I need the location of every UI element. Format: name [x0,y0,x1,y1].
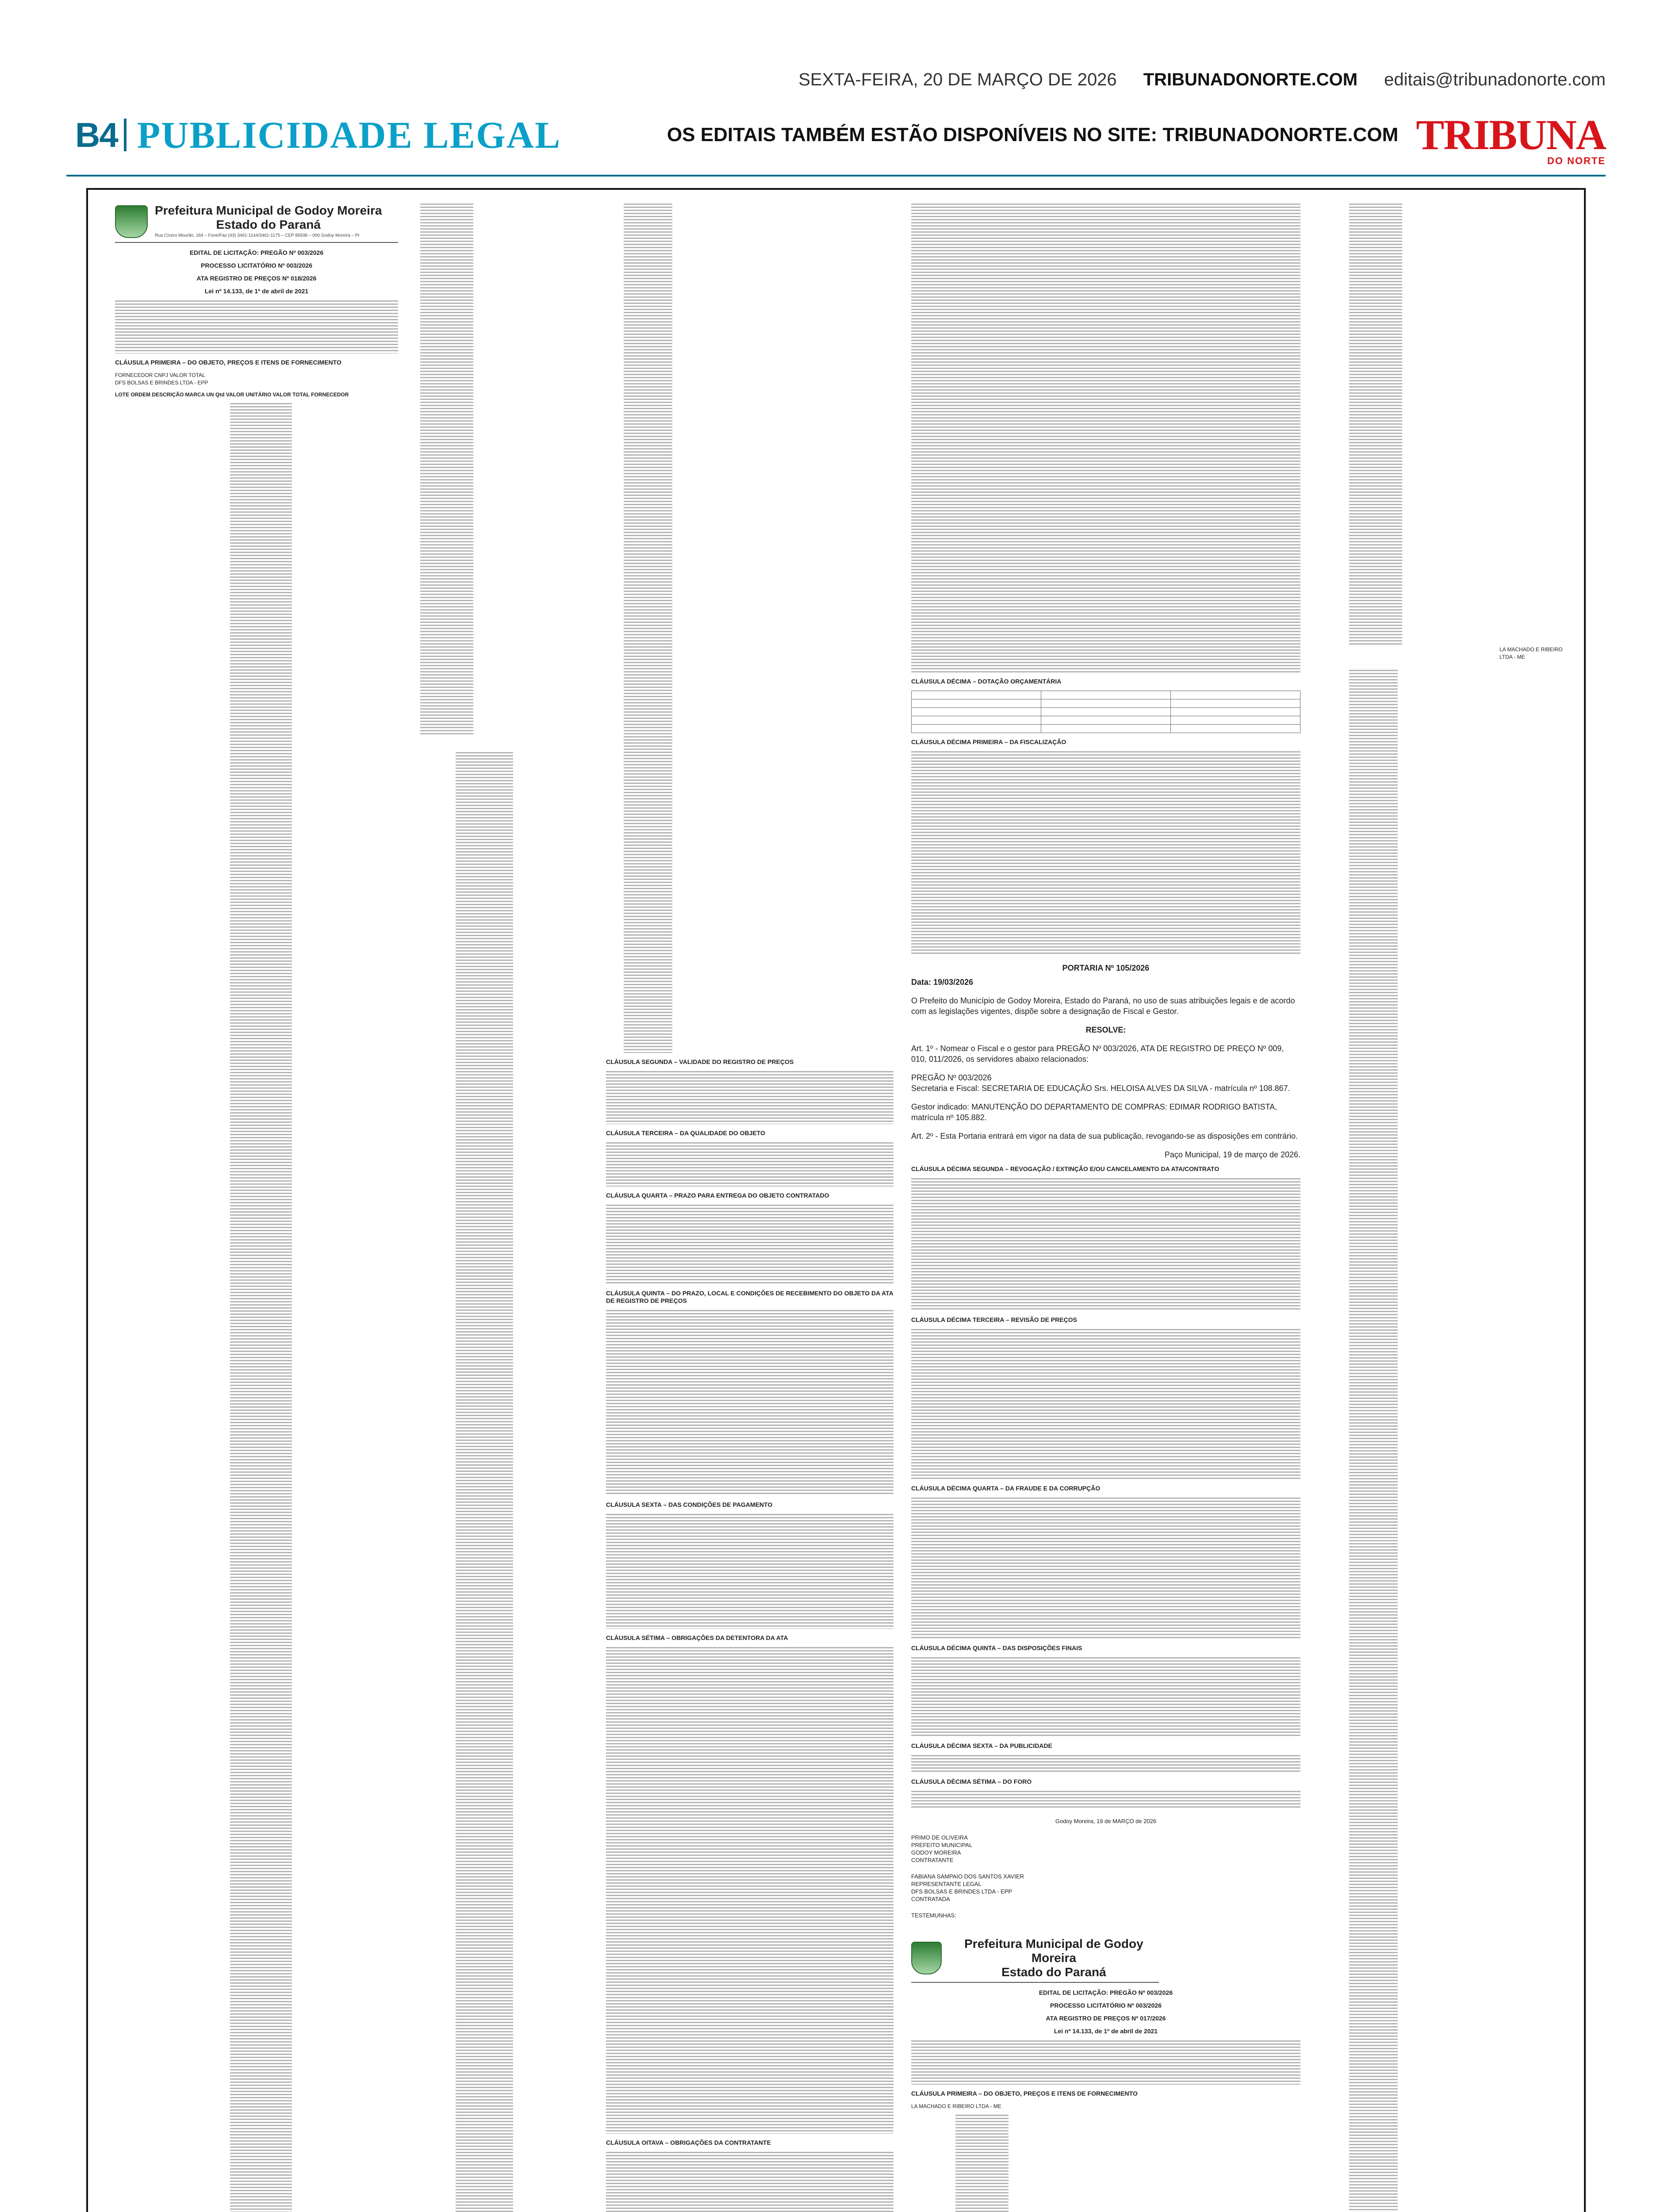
portaria-place: Paço Municipal, 19 de março de 2026. [1164,1150,1300,1159]
clause-12-heading: CLÁUSULA DÉCIMA SEGUNDA – REVOGAÇÃO / EXTINÇÃO E/OU CANCELAMENTO DA ATA/CONTRATO [911,1165,1219,1172]
portaria-resolve: RESOLVE: [1085,1025,1126,1034]
portaria-intro: O Prefeito do Município de Godoy Moreira, Estado do Paraná, no uso de suas atribuições legais e de acordo com as legislações vigentes, dispõe sobre a designação de Fiscal e Gestor. [911,996,1295,1016]
section-title: PUBLICIDADE LEGAL [137,114,561,156]
clause-11-text [911,751,1300,955]
item-text-e [1349,670,1398,2212]
item-text-b [456,752,513,2212]
prefecture-header-2 [911,1937,1159,1983]
clause-7-heading: CLÁUSULA SÉTIMA – OBRIGAÇÕES DA DETENTORA DA ATA [606,1634,788,1641]
column-4 [911,204,1300,2212]
portaria-art2: Art. 2º - Esta Portaria entrará em vigor na data de sua publicação, revogando-se as disposições em contrário. [911,1132,1298,1141]
items-description-text [230,403,292,2212]
lei-line-2: Lei nº 14.133, de 1º de abril de 2021 [1054,2028,1158,2035]
clause-15-heading: CLÁUSULA DÉCIMA QUINTA – DAS DISPOSIÇÕES FINAIS [911,1644,1082,1651]
clause-2-heading: CLÁUSULA SEGUNDA – VALIDADE DO REGISTRO DE PREÇOS [606,1058,794,1065]
supplier-table-head: FORNECEDOR CNPJ VALOR TOTAL [115,372,205,378]
ata-line-2: ATA REGISTRO DE PREÇOS Nº 017/2026 [1046,2015,1166,2022]
item-text-d [1349,204,1402,646]
processo-line-2: PROCESSO LICITATÓRIO Nº 003/2026 [1050,2002,1162,2009]
item-text-a [420,204,473,734]
portaria-gestor: Gestor indicado: MANUTENÇÃO DO DEPARTAMENTO DE COMPRAS: EDIMAR RODRIGO BATISTA, matrícula nº 105.882. [911,1102,1277,1122]
portaria-date: Data: 19/03/2026 [911,978,974,987]
page-header [75,111,1606,166]
clause-16-heading: CLÁUSULA DÉCIMA SEXTA – DA PUBLICIDADE [911,1742,1052,1749]
prefecture-header [115,204,398,243]
ata-line: ATA REGISTRO DE PREÇOS Nº 018/2026 [196,275,317,282]
top-bar [66,66,1606,93]
portaria-block [911,963,1300,1160]
portaria-pregao: PREGÃO Nº 003/2026 [911,1073,992,1082]
clause-4-heading: CLÁUSULA QUARTA – PRAZO PARA ENTREGA DO OBJETO CONTRATADO [606,1192,829,1199]
clause-7-text [606,1647,894,2134]
lei-line: Lei nº 14.133, de 1º de abril de 2021 [204,288,309,295]
clause-1b-heading: CLÁUSULA PRIMEIRA – DO OBJETO, PREÇOS E ITENS DE FORNECIMENTO [911,2090,1138,2097]
page-number: B4 [75,115,118,154]
clause-6-heading: CLÁUSULA SEXTA – DAS CONDIÇÕES DE PAGAMENTO [606,1501,773,1508]
portaria-art1: Art. 1º - Nomear o Fiscal e o gestor para PREGÃO Nº 003/2026, ATA DE REGISTRO DE PREÇO Nº 009, 010, 011/2026, os servidores abaixo relacionados: [911,1044,1284,1064]
site-notice: OS EDITAIS TAMBÉM ESTÃO DISPONÍVEIS NO SITE: TRIBUNADONORTE.COM [667,124,1399,146]
email-link[interactable]: editais@tribunadonorte.com [1384,69,1606,89]
witnesses-label: TESTEMUNHAS: [911,1912,956,1919]
supplier-row-2: LA MACHADO E RIBEIRO LTDA - ME [911,2103,1001,2109]
clause-3-text [606,1142,894,1187]
crest-icon-2 [911,1942,942,1974]
clause-4-text [606,1205,894,1284]
column-3 [606,204,894,2212]
prefecture-title: Prefeitura Municipal de Godoy Moreira Estado do Paraná [155,204,382,231]
clause-5-heading: CLÁUSULA QUINTA – DO PRAZO, LOCAL E CONDIÇÕES DE RECEBIMENTO DO OBJETO DA ATA DE REGISTRO DE PREÇOS [606,1290,894,1304]
column-1 [115,204,398,2212]
clause-17-heading: CLÁUSULA DÉCIMA SÉTIMA – DO FORO [911,1778,1032,1785]
column-5 [1323,204,1570,2212]
column-2 [407,204,593,2212]
signer-2: FABIANA SAMPAIO DOS SANTOS XAVIER REPRESENTANTE LEGAL DFS BOLSAS E BRINDES LTDA - EPP CONTRATADA [911,1873,1024,1902]
items-table-head: LOTE ORDEM DESCRIÇÃO MARCA UN Qtd VALOR UNITÁRIO VALOR TOTAL FORNECEDOR [115,392,349,398]
clause-8-text [606,2152,894,2212]
supplier-row: DFS BOLSAS E BRINDES LTDA - EPP [115,380,208,386]
clause-8-heading: CLÁUSULA OITAVA – OBRIGAÇÕES DA CONTRATANTE [606,2139,771,2146]
intro-text-2 [911,2040,1300,2085]
signer-1: PRIMO DE OLIVEIRA PREFEITO MUNICIPAL GODOY MOREIRA CONTRATANTE [911,1834,973,1863]
tribuna-logo [1416,111,1606,166]
crest-icon [115,205,148,238]
clause-17-text [911,1791,1300,1809]
header-rule [66,175,1606,177]
clause-3-heading: CLÁUSULA TERCEIRA – DA QUALIDADE DO OBJETO [606,1129,765,1137]
item-text-c [624,204,672,1053]
clause-6-text [606,1514,894,1629]
sign-date: Godoy Moreira, 19 de MARÇO de 2026 [1055,1818,1157,1824]
logo-sub: DO NORTE [1547,155,1606,166]
clause-14-heading: CLÁUSULA DÉCIMA QUARTA – DA FRAUDE E DA CORRUPÇÃO [911,1485,1101,1492]
clause-14-text [911,1498,1300,1639]
clause-11-heading: CLÁUSULA DÉCIMA PRIMEIRA – DA FISCALIZAÇÃO [911,738,1066,745]
clause-1-heading: CLÁUSULA PRIMEIRA – DO OBJETO, PREÇOS E ITENS DE FORNECIMENTO [115,359,341,366]
header-divider [124,119,127,151]
portaria-fiscal: Secretaria e Fiscal: SECRETARIA DE EDUCAÇÃO Srs. HELOISA ALVES DA SILVA - matrícula nº 108.867. [911,1084,1290,1093]
intro-text [115,300,398,353]
supplier-label-5: LA MACHADO E RIBEIRO LTDA - ME [1499,646,1563,660]
logo-text: TRIBUNA [1416,111,1606,158]
prefecture-address: Rua Cícero Mourão, 184 – Fone/Fax (43) 3461-1144/3461-1175 – CEP 86938 – 000 Godoy Moreira – Pr [155,233,360,238]
clause-9-continued [911,204,1300,672]
clause-16-text [911,1755,1300,1773]
clause-2-text [606,1071,894,1124]
clause-10-heading: CLÁUSULA DÉCIMA – DOTAÇÃO ORÇAMENTÁRIA [911,678,1062,685]
site-link[interactable]: TRIBUNADONORTE.COM [1143,69,1358,89]
edital-line-2: EDITAL DE LICITAÇÃO: PREGÃO Nº 003/2026 [1039,1989,1173,1996]
issue-date: SEXTA-FEIRA, 20 DE MARÇO DE 2026 [798,69,1117,89]
processo-line: PROCESSO LICITATÓRIO Nº 003/2026 [201,262,312,269]
clause-5-text [606,1310,894,1496]
clause-15-text [911,1657,1300,1737]
budget-table [911,691,1300,733]
clause-12-text [911,1178,1300,1311]
clause-13-heading: CLÁUSULA DÉCIMA TERCEIRA – REVISÃO DE PREÇOS [911,1316,1077,1323]
edital-line: EDITAL DE LICITAÇÃO: PREGÃO Nº 003/2026 [189,249,324,256]
prefecture-title-2: Prefeitura Municipal de Godoy Moreira Estado do Paraná [964,1937,1143,1979]
clause-13-text [911,1329,1300,1479]
items-description-text-2 [955,2115,1009,2212]
portaria-title: PORTARIA Nº 105/2026 [1062,964,1150,972]
